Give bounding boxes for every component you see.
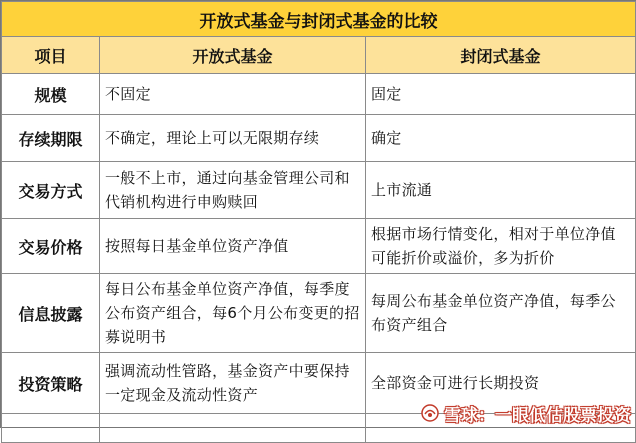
table-row xyxy=(2,162,636,219)
header-closed-fund: 封闭式基金 xyxy=(366,37,636,74)
closed-fund-cell: 全部资金可进行长期投资 xyxy=(366,353,636,414)
row-label: 信息披露 xyxy=(2,274,100,353)
header-row xyxy=(2,37,636,74)
table-row xyxy=(2,219,636,274)
open-fund-cell: 按照每日基金单位资产净值 xyxy=(100,219,366,274)
row-label: 规模 xyxy=(2,74,100,115)
open-fund-cell: 一般不上市，通过向基金管理公司和代销机构进行申购赎回 xyxy=(100,162,366,219)
table-title: 开放式基金与封闭式基金的比较 xyxy=(2,2,636,37)
closed-fund-cell: 根据市场行情变化，相对于单位净值可能折价或溢价，多为折价 xyxy=(366,219,636,274)
table-row xyxy=(2,74,636,115)
row-label: 投资策略 xyxy=(2,353,100,414)
table-row xyxy=(2,274,636,353)
row-label: 交易价格 xyxy=(2,219,100,274)
watermark xyxy=(420,401,631,425)
open-fund-cell: 强调流动性管路，基金资产中要保持一定现金及流动性资产 xyxy=(100,353,366,414)
title-row xyxy=(2,2,636,37)
header-item: 项目 xyxy=(2,37,100,74)
table-row xyxy=(2,115,636,162)
empty-cell xyxy=(2,414,100,443)
closed-fund-cell: 上市流通 xyxy=(366,162,636,219)
closed-fund-cell: 确定 xyxy=(366,115,636,162)
empty-cell xyxy=(100,414,366,443)
row-label: 存续期限 xyxy=(2,115,100,162)
comparison-table xyxy=(1,1,636,443)
open-fund-cell: 不确定，理论上可以无限期存续 xyxy=(100,115,366,162)
row-label: 交易方式 xyxy=(2,162,100,219)
open-fund-cell: 不固定 xyxy=(100,74,366,115)
closed-fund-cell: 固定 xyxy=(366,74,636,115)
header-open-fund: 开放式基金 xyxy=(100,37,366,74)
watermark-text: 雪球：一眼低估股票投资 xyxy=(444,405,631,426)
snowball-logo-icon xyxy=(420,403,440,423)
closed-fund-cell: 每周公布基金单位资产净值，每季公布资产组合 xyxy=(366,274,636,353)
open-fund-cell: 每日公布基金单位资产净值，每季度公布资产组合，每6个月公布变更的招募说明书 xyxy=(100,274,366,353)
